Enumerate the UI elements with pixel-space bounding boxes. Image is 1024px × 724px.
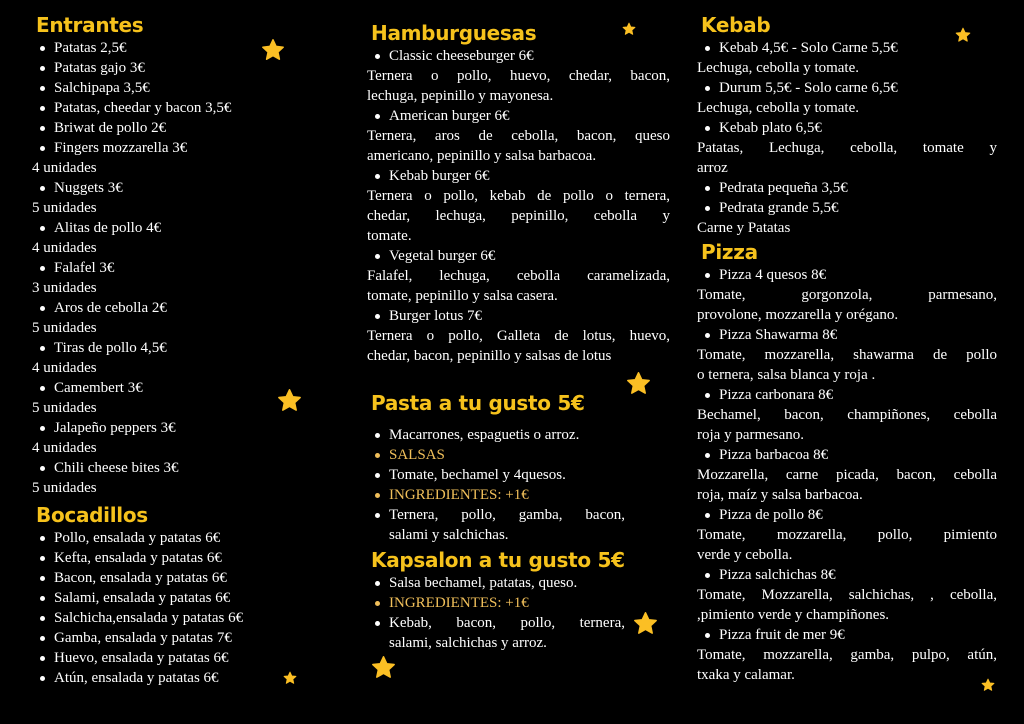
description-line: 3 unidades	[32, 280, 97, 296]
menu-item: Classic cheeseburger 6€	[367, 46, 670, 66]
menu-item: Nuggets 3€	[32, 178, 332, 198]
description-line: Patatas, Lechuga, cebolla, tomate y	[697, 140, 997, 156]
description-line: lechuga, pepinillo y mayonesa.	[367, 88, 554, 104]
menu-item: Huevo, ensalada y patatas 6€	[32, 648, 332, 668]
menu-item-continuation: salami, salchichas y arroz.	[389, 635, 547, 651]
description-line: Ternera, aros de cebolla, bacon, queso	[367, 128, 670, 144]
description-line: Ternera o pollo, huevo, chedar, bacon,	[367, 68, 670, 84]
menu-item: Salchicha,ensalada y patatas 6€	[32, 608, 332, 628]
description-line: Falafel, lechuga, cebolla caramelizada,	[367, 268, 670, 284]
section-bocadillos	[32, 502, 332, 688]
description-line: Carne y Patatas	[697, 220, 791, 236]
menu-item: Briwat de pollo 2€	[32, 118, 332, 138]
section-kapsalon	[367, 547, 625, 653]
section-title: Hamburguesas	[371, 21, 537, 45]
star-icon	[261, 38, 285, 62]
section-title: Entrantes	[36, 13, 144, 37]
menu-item: Pizza salchichas 8€	[697, 565, 997, 585]
menu-item: Bacon, ensalada y patatas 6€	[32, 568, 332, 588]
menu-item: Jalapeño peppers 3€	[32, 418, 332, 438]
menu-item: American burger 6€	[367, 106, 670, 126]
description-line: chedar, lechuga, pepinillo, cebolla y	[367, 208, 670, 224]
description-line: verde y cebolla.	[697, 547, 793, 563]
description-line: 5 unidades	[32, 480, 97, 496]
menu-item: Gamba, ensalada y patatas 7€	[32, 628, 332, 648]
description-line: Mozzarella, carne picada, bacon, cebolla	[697, 467, 997, 483]
menu-item: Pizza 4 quesos 8€	[697, 265, 997, 285]
description-line: txaka y calamar.	[697, 667, 795, 683]
description-line: roja, maíz y salsa barbacoa.	[697, 487, 863, 503]
menu-item: Pizza de pollo 8€	[697, 505, 997, 525]
star-icon	[277, 388, 302, 413]
description-line: Tomate, gorgonzola, parmesano,	[697, 287, 997, 303]
description-line: Tomate, Mozzarella, salchichas, , cebolla,	[697, 587, 997, 603]
subheading-item: INGREDIENTES: +1€	[367, 485, 625, 505]
menu-item: Salchipapa 3,5€	[32, 78, 332, 98]
section-kebab	[697, 12, 997, 238]
description-line: 4 unidades	[32, 160, 97, 176]
menu-item: Salami, ensalada y patatas 6€	[32, 588, 332, 608]
menu-item: Alitas de pollo 4€	[32, 218, 332, 238]
description-line: Bechamel, bacon, champiñones, cebolla	[697, 407, 997, 423]
menu-item: Vegetal burger 6€	[367, 246, 670, 266]
section-title: Kebab	[701, 13, 771, 37]
star-icon	[626, 371, 651, 396]
section-title: Pasta a tu gusto 5€	[371, 391, 585, 415]
star-icon	[622, 22, 636, 36]
menu-item: Pizza fruit de mer 9€	[697, 625, 997, 645]
description-line: o ternera, salsa blanca y roja .	[697, 367, 876, 383]
description-line: Tomate, mozzarella, pollo, pimiento	[697, 527, 997, 543]
menu-item: Patatas 2,5€	[32, 38, 332, 58]
menu-item-continuation: salami y salchichas.	[389, 527, 509, 543]
menu-item: Pedrata pequeña 3,5€	[697, 178, 997, 198]
star-icon	[981, 678, 995, 692]
menu-item: Patatas, cheedar y bacon 3,5€	[32, 98, 332, 118]
menu-item: Kebab plato 6,5€	[697, 118, 997, 138]
menu-item: Kefta, ensalada y patatas 6€	[32, 548, 332, 568]
menu-item: Macarrones, espaguetis o arroz.	[367, 425, 625, 445]
star-icon	[955, 27, 971, 43]
description-line: 4 unidades	[32, 440, 97, 456]
menu-item: Pizza carbonara 8€	[697, 385, 997, 405]
description-line: roja y parmesano.	[697, 427, 805, 443]
subheading-item: INGREDIENTES: +1€	[367, 593, 625, 613]
description-line: 4 unidades	[32, 360, 97, 376]
description-line: 4 unidades	[32, 240, 97, 256]
menu-item: Chili cheese bites 3€	[32, 458, 332, 478]
description-line: 5 unidades	[32, 400, 97, 416]
description-line: tomate.	[367, 228, 412, 244]
description-line: Lechuga, cebolla y tomate.	[697, 60, 860, 76]
menu-item: Camembert 3€	[32, 378, 332, 398]
menu-item: Pollo, ensalada y patatas 6€	[32, 528, 332, 548]
description-line: Lechuga, cebolla y tomate.	[697, 100, 860, 116]
section-pasta	[367, 390, 625, 545]
star-icon	[633, 611, 658, 636]
section-pizza	[697, 239, 997, 685]
menu-item: Kebab, bacon, pollo, ternera,	[367, 613, 625, 633]
description-line: 5 unidades	[32, 200, 97, 216]
description-line: ,pimiento verde y champiñones.	[697, 607, 890, 623]
section-title: Bocadillos	[36, 503, 148, 527]
menu-item: Salsa bechamel, patatas, queso.	[367, 573, 625, 593]
description-line: Tomate, mozzarella, gamba, pulpo, atún,	[697, 647, 997, 663]
menu-item: Atún, ensalada y patatas 6€	[32, 668, 332, 688]
description-line: provolone, mozzarella y orégano.	[697, 307, 899, 323]
menu-item: Burger lotus 7€	[367, 306, 670, 326]
menu-item: Tiras de pollo 4,5€	[32, 338, 332, 358]
description-line: Tomate, mozzarella, shawarma de pollo	[697, 347, 997, 363]
menu-item: Ternera, pollo, gamba, bacon,	[367, 505, 625, 525]
menu-item: Fingers mozzarella 3€	[32, 138, 332, 158]
description-line: arroz	[697, 160, 728, 176]
section-hamburguesas	[367, 20, 670, 366]
description-line: Ternera o pollo, kebab de pollo o ternera,	[367, 188, 670, 204]
menu-item: Kebab 4,5€ - Solo Carne 5,5€	[697, 38, 997, 58]
menu-item: Tomate, bechamel y 4quesos.	[367, 465, 625, 485]
description-line: Ternera o pollo, Galleta de lotus, huevo,	[367, 328, 670, 344]
menu-item: Aros de cebolla 2€	[32, 298, 332, 318]
section-entrantes	[32, 12, 332, 498]
section-title: Pizza	[701, 240, 758, 264]
description-line: americano, pepinillo y salsa barbacoa.	[367, 148, 597, 164]
star-icon	[283, 671, 297, 685]
menu-item: Pizza barbacoa 8€	[697, 445, 997, 465]
menu-item: Pedrata grande 5,5€	[697, 198, 997, 218]
subheading-item: SALSAS	[367, 445, 625, 465]
menu-item: Falafel 3€	[32, 258, 332, 278]
menu-item: Durum 5,5€ - Solo carne 6,5€	[697, 78, 997, 98]
description-line: tomate, pepinillo y salsa casera.	[367, 288, 558, 304]
menu-item: Kebab burger 6€	[367, 166, 670, 186]
description-line: chedar, bacon, pepinillo y salsas de lotus	[367, 348, 612, 364]
star-icon	[371, 655, 396, 680]
description-line: 5 unidades	[32, 320, 97, 336]
section-title: Kapsalon a tu gusto 5€	[371, 548, 625, 572]
menu-item: Patatas gajo 3€	[32, 58, 332, 78]
menu-item: Pizza Shawarma 8€	[697, 325, 997, 345]
